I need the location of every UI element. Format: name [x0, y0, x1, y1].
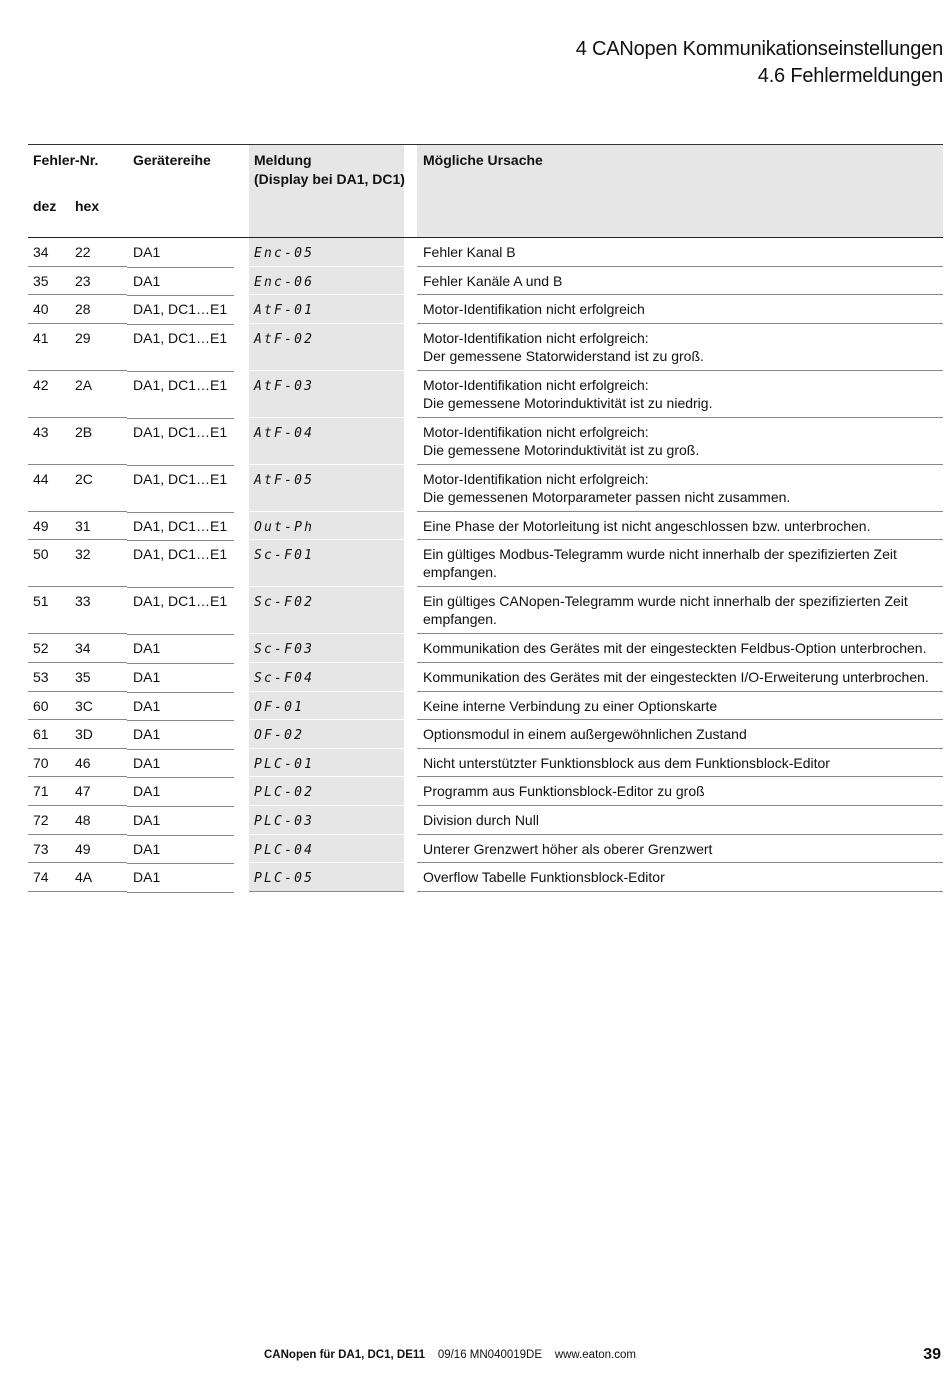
ursache-line2: Die gemessene Motorinduktivität ist zu niedrig.: [423, 394, 713, 411]
ursache-line1: Kommunikation des Gerätes mit der eingesteckten I/O-Erweiterung unterbrochen.: [423, 668, 929, 685]
cell-geraetereihe-text: DA1, DC1…E1: [133, 470, 228, 487]
ursache-line1: Motor-Identifikation nicht erfolgreich:: [423, 329, 649, 346]
cell-meldung: [249, 324, 404, 371]
header-geraetereihe: Gerätereihe: [133, 152, 211, 168]
cell-geraetereihe-text: DA1, DC1…E1: [133, 423, 228, 440]
cell-geraetereihe: [127, 371, 249, 418]
ursache-line1: Fehler Kanäle A und B: [423, 272, 563, 289]
cell-geraetereihe: [127, 512, 249, 541]
display-code: PLC-05: [254, 871, 315, 887]
cell-meldung: [249, 238, 404, 267]
cell-geraetereihe: [127, 540, 249, 587]
cell-hex: 2C: [70, 465, 127, 512]
cell-hex: 22: [70, 238, 127, 267]
cell-meldung: [249, 863, 404, 892]
header-meldung: [254, 151, 405, 189]
cell-meldung: [249, 587, 404, 634]
table-row: [28, 238, 943, 267]
header-hex: hex: [75, 198, 100, 214]
ursache-line1: Ein gültiges Modbus-Telegramm wurde nicht innerhalb der spezifizierten Zeit: [423, 546, 897, 563]
table-row: [28, 806, 943, 835]
cell-geraetereihe-text: DA1: [133, 811, 161, 828]
cell-hex: 35: [70, 663, 127, 692]
cell-dez: 50: [28, 540, 70, 587]
display-code: PLC-01: [254, 756, 315, 772]
cell-dez: 61: [28, 720, 70, 749]
cell-geraetereihe-text: DA1: [133, 840, 161, 857]
cell-hex: 32: [70, 540, 127, 587]
cell-geraetereihe: [127, 806, 249, 835]
cell-ursache: [417, 806, 943, 835]
cell-geraetereihe: [127, 587, 249, 634]
cell-geraetereihe: [127, 749, 249, 778]
cell-meldung: [249, 371, 404, 418]
cell-meldung: [249, 418, 404, 465]
cell-geraetereihe: [127, 295, 249, 324]
cell-geraetereihe: [127, 634, 249, 663]
cell-dez: 52: [28, 634, 70, 663]
header-ursache: Mögliche Ursache: [423, 152, 543, 168]
cell-dez: 53: [28, 663, 70, 692]
cell-meldung: [249, 295, 404, 324]
table-row: [28, 512, 943, 541]
ursache-line1: Unterer Grenzwert höher als oberer Grenzwert: [423, 840, 713, 857]
table-row: [28, 324, 943, 371]
cell-dez: 40: [28, 295, 70, 324]
display-code: AtF-02: [254, 331, 315, 347]
cell-ursache: [417, 465, 943, 512]
cell-ursache: [417, 540, 943, 587]
cell-geraetereihe: [127, 465, 249, 512]
table-row: [28, 465, 943, 512]
ursache-line1: Fehler Kanal B: [423, 244, 516, 260]
cell-ursache: [417, 720, 943, 749]
ursache-line2: Der gemessene Statorwiderstand ist zu groß.: [423, 347, 704, 364]
cell-ursache: [417, 418, 943, 465]
table-row: [28, 777, 943, 806]
table-row: [28, 692, 943, 721]
ursache-line1: Overflow Tabelle Funktionsblock-Editor: [423, 869, 665, 886]
display-code: OF-02: [254, 728, 305, 744]
display-code: OF-01: [254, 699, 305, 715]
cell-hex: 3D: [70, 720, 127, 749]
cell-hex: 46: [70, 749, 127, 778]
cell-geraetereihe: [127, 267, 249, 296]
cell-geraetereihe-text: DA1, DC1…E1: [133, 376, 228, 393]
cell-geraetereihe-text: DA1: [133, 272, 161, 289]
cell-ursache: [417, 863, 943, 892]
row-divider: [127, 892, 234, 893]
cell-dez: 70: [28, 749, 70, 778]
cell-dez: 43: [28, 418, 70, 465]
table-row: [28, 663, 943, 692]
cell-hex: 48: [70, 806, 127, 835]
table-row: [28, 749, 943, 778]
cell-hex: 2B: [70, 418, 127, 465]
display-code: Enc-05: [254, 246, 315, 261]
ursache-line2: Die gemessene Motorinduktivität ist zu groß.: [423, 441, 700, 458]
cell-ursache: [417, 587, 943, 634]
ursache-line1: Optionsmodul in einem außergewöhnlichen Zustand: [423, 726, 747, 743]
cell-geraetereihe: [127, 720, 249, 749]
header-meldung-line2: (Display bei DA1, DC1): [254, 171, 405, 187]
cell-geraetereihe-text: DA1: [133, 668, 161, 685]
footer-info: [264, 1349, 636, 1361]
cell-hex: 29: [70, 324, 127, 371]
table-row: [28, 295, 943, 324]
cell-geraetereihe-text: DA1: [133, 726, 161, 743]
cell-hex: 4A: [70, 863, 127, 892]
footer-doc: 09/16 MN040019DE: [437, 1349, 543, 1361]
display-code: Sc-F01: [254, 548, 315, 564]
ursache-line1: Motor-Identifikation nicht erfolgreich:: [423, 376, 649, 393]
cell-geraetereihe: [127, 663, 249, 692]
footer-title: CANopen für DA1, DC1, DE11: [264, 1349, 426, 1361]
cell-dez: 51: [28, 587, 70, 634]
cell-ursache: [417, 692, 943, 721]
cell-geraetereihe-text: DA1, DC1…E1: [133, 546, 228, 563]
cell-hex: 33: [70, 587, 127, 634]
cell-dez: 72: [28, 806, 70, 835]
cell-geraetereihe-text: DA1: [133, 697, 161, 714]
ursache-line1: Programm aus Funktionsblock-Editor zu groß: [423, 783, 705, 800]
cell-geraetereihe-text: DA1, DC1…E1: [133, 593, 228, 610]
cell-meldung: [249, 540, 404, 587]
cell-geraetereihe-text: DA1, DC1…E1: [133, 329, 228, 346]
cell-ursache: [417, 238, 943, 267]
table-row: [28, 720, 943, 749]
cell-meldung: [249, 720, 404, 749]
cell-hex: 49: [70, 835, 127, 864]
section-title: 4.6 Fehlermeldungen: [757, 65, 943, 87]
cell-geraetereihe-text: DA1: [133, 244, 161, 260]
cell-geraetereihe-text: DA1: [133, 783, 161, 800]
ursache-line1: Kommunikation des Gerätes mit der eingesteckten Feldbus-Option unterbrochen.: [423, 640, 927, 657]
cell-ursache: [417, 267, 943, 296]
chapter-title: 4 CANopen Kommunikationseinstellungen: [575, 38, 943, 60]
cell-hex: 3C: [70, 692, 127, 721]
table-row: [28, 418, 943, 465]
cell-ursache: [417, 777, 943, 806]
cell-geraetereihe: [127, 692, 249, 721]
display-code: Sc-F03: [254, 642, 315, 658]
table-row: [28, 587, 943, 634]
cell-meldung: [249, 465, 404, 512]
ursache-line1: Motor-Identifikation nicht erfolgreich: [423, 301, 645, 318]
ursache-line2: Die gemessenen Motorparameter passen nicht zusammen.: [423, 488, 791, 505]
cell-geraetereihe-text: DA1: [133, 754, 161, 771]
display-code: AtF-05: [254, 472, 315, 488]
ursache-line1: Ein gültiges CANopen-Telegramm wurde nicht innerhalb der spezifizierten Zeit: [423, 593, 908, 610]
cell-meldung: [249, 749, 404, 778]
display-code: Sc-F04: [254, 670, 315, 686]
display-code: PLC-03: [254, 813, 315, 829]
table-row: [28, 863, 943, 892]
display-code: PLC-02: [254, 785, 315, 801]
table-row: [28, 267, 943, 296]
display-code: Sc-F02: [254, 595, 315, 611]
ursache-line2: empfangen.: [423, 564, 497, 581]
display-code: AtF-01: [254, 303, 315, 319]
table-body: [28, 238, 943, 892]
cell-geraetereihe-text: DA1, DC1…E1: [133, 301, 228, 318]
display-code: Enc-06: [254, 274, 315, 290]
cell-hex: 47: [70, 777, 127, 806]
ursache-line2: empfangen.: [423, 611, 497, 628]
ursache-line1: Motor-Identifikation nicht erfolgreich:: [423, 423, 649, 440]
cell-geraetereihe-text: DA1: [133, 640, 161, 657]
table-row: [28, 540, 943, 587]
cell-hex: 23: [70, 267, 127, 296]
cell-dez: 35: [28, 267, 70, 296]
cell-dez: 73: [28, 835, 70, 864]
display-code: PLC-04: [254, 842, 315, 858]
cell-meldung: [249, 835, 404, 864]
cell-geraetereihe: [127, 835, 249, 864]
ursache-line1: Division durch Null: [423, 811, 539, 828]
ursache-line1: Eine Phase der Motorleitung ist nicht angeschlossen bzw. unterbrochen.: [423, 517, 871, 534]
cell-meldung: [249, 512, 404, 541]
cell-dez: 44: [28, 465, 70, 512]
cell-hex: 28: [70, 295, 127, 324]
cell-dez: 49: [28, 512, 70, 541]
cell-dez: 42: [28, 371, 70, 418]
table-row: [28, 371, 943, 418]
cell-dez: 41: [28, 324, 70, 371]
cell-dez: 60: [28, 692, 70, 721]
cell-meldung: [249, 663, 404, 692]
page-header: [576, 36, 943, 90]
table-header: [28, 144, 943, 238]
cell-ursache: [417, 663, 943, 692]
cell-ursache: [417, 324, 943, 371]
cell-geraetereihe-text: DA1, DC1…E1: [133, 517, 228, 534]
cell-hex: 31: [70, 512, 127, 541]
cell-dez: 74: [28, 863, 70, 892]
cell-hex: 34: [70, 634, 127, 663]
display-code: AtF-03: [254, 378, 315, 394]
cell-meldung: [249, 777, 404, 806]
ursache-line1: Keine interne Verbindung zu einer Optionskarte: [423, 697, 718, 714]
ursache-line1: Motor-Identifikation nicht erfolgreich:: [423, 470, 649, 487]
cell-geraetereihe: [127, 324, 249, 371]
cell-meldung: [249, 692, 404, 721]
cell-meldung: [249, 806, 404, 835]
error-table: [28, 144, 943, 892]
cell-geraetereihe: [127, 777, 249, 806]
header-dez: dez: [33, 198, 57, 214]
cell-ursache: [417, 295, 943, 324]
cell-ursache: [417, 835, 943, 864]
display-code: Out-Ph: [254, 519, 315, 535]
cell-geraetereihe: [127, 238, 249, 267]
cell-geraetereihe: [127, 863, 249, 892]
cell-hex: 2A: [70, 371, 127, 418]
cell-ursache: [417, 749, 943, 778]
footer-url: www.eaton.com: [554, 1349, 636, 1361]
table-row: [28, 634, 943, 663]
table-row: [28, 835, 943, 864]
cell-dez: 71: [28, 777, 70, 806]
header-fehler-nr: Fehler-Nr.: [33, 152, 99, 168]
page-number: 39: [923, 1346, 941, 1363]
ursache-line1: Nicht unterstützter Funktionsblock aus dem Funktionsblock-Editor: [423, 754, 830, 771]
header-meldung-line1: Meldung: [254, 152, 312, 168]
cell-ursache: [417, 634, 943, 663]
cell-meldung: [249, 634, 404, 663]
cell-geraetereihe: [127, 418, 249, 465]
cell-ursache: [417, 512, 943, 541]
cell-dez: 34: [28, 238, 70, 267]
cell-geraetereihe-text: DA1: [133, 869, 161, 886]
cell-ursache: [417, 371, 943, 418]
cell-meldung: [249, 267, 404, 296]
display-code: AtF-04: [254, 425, 315, 441]
